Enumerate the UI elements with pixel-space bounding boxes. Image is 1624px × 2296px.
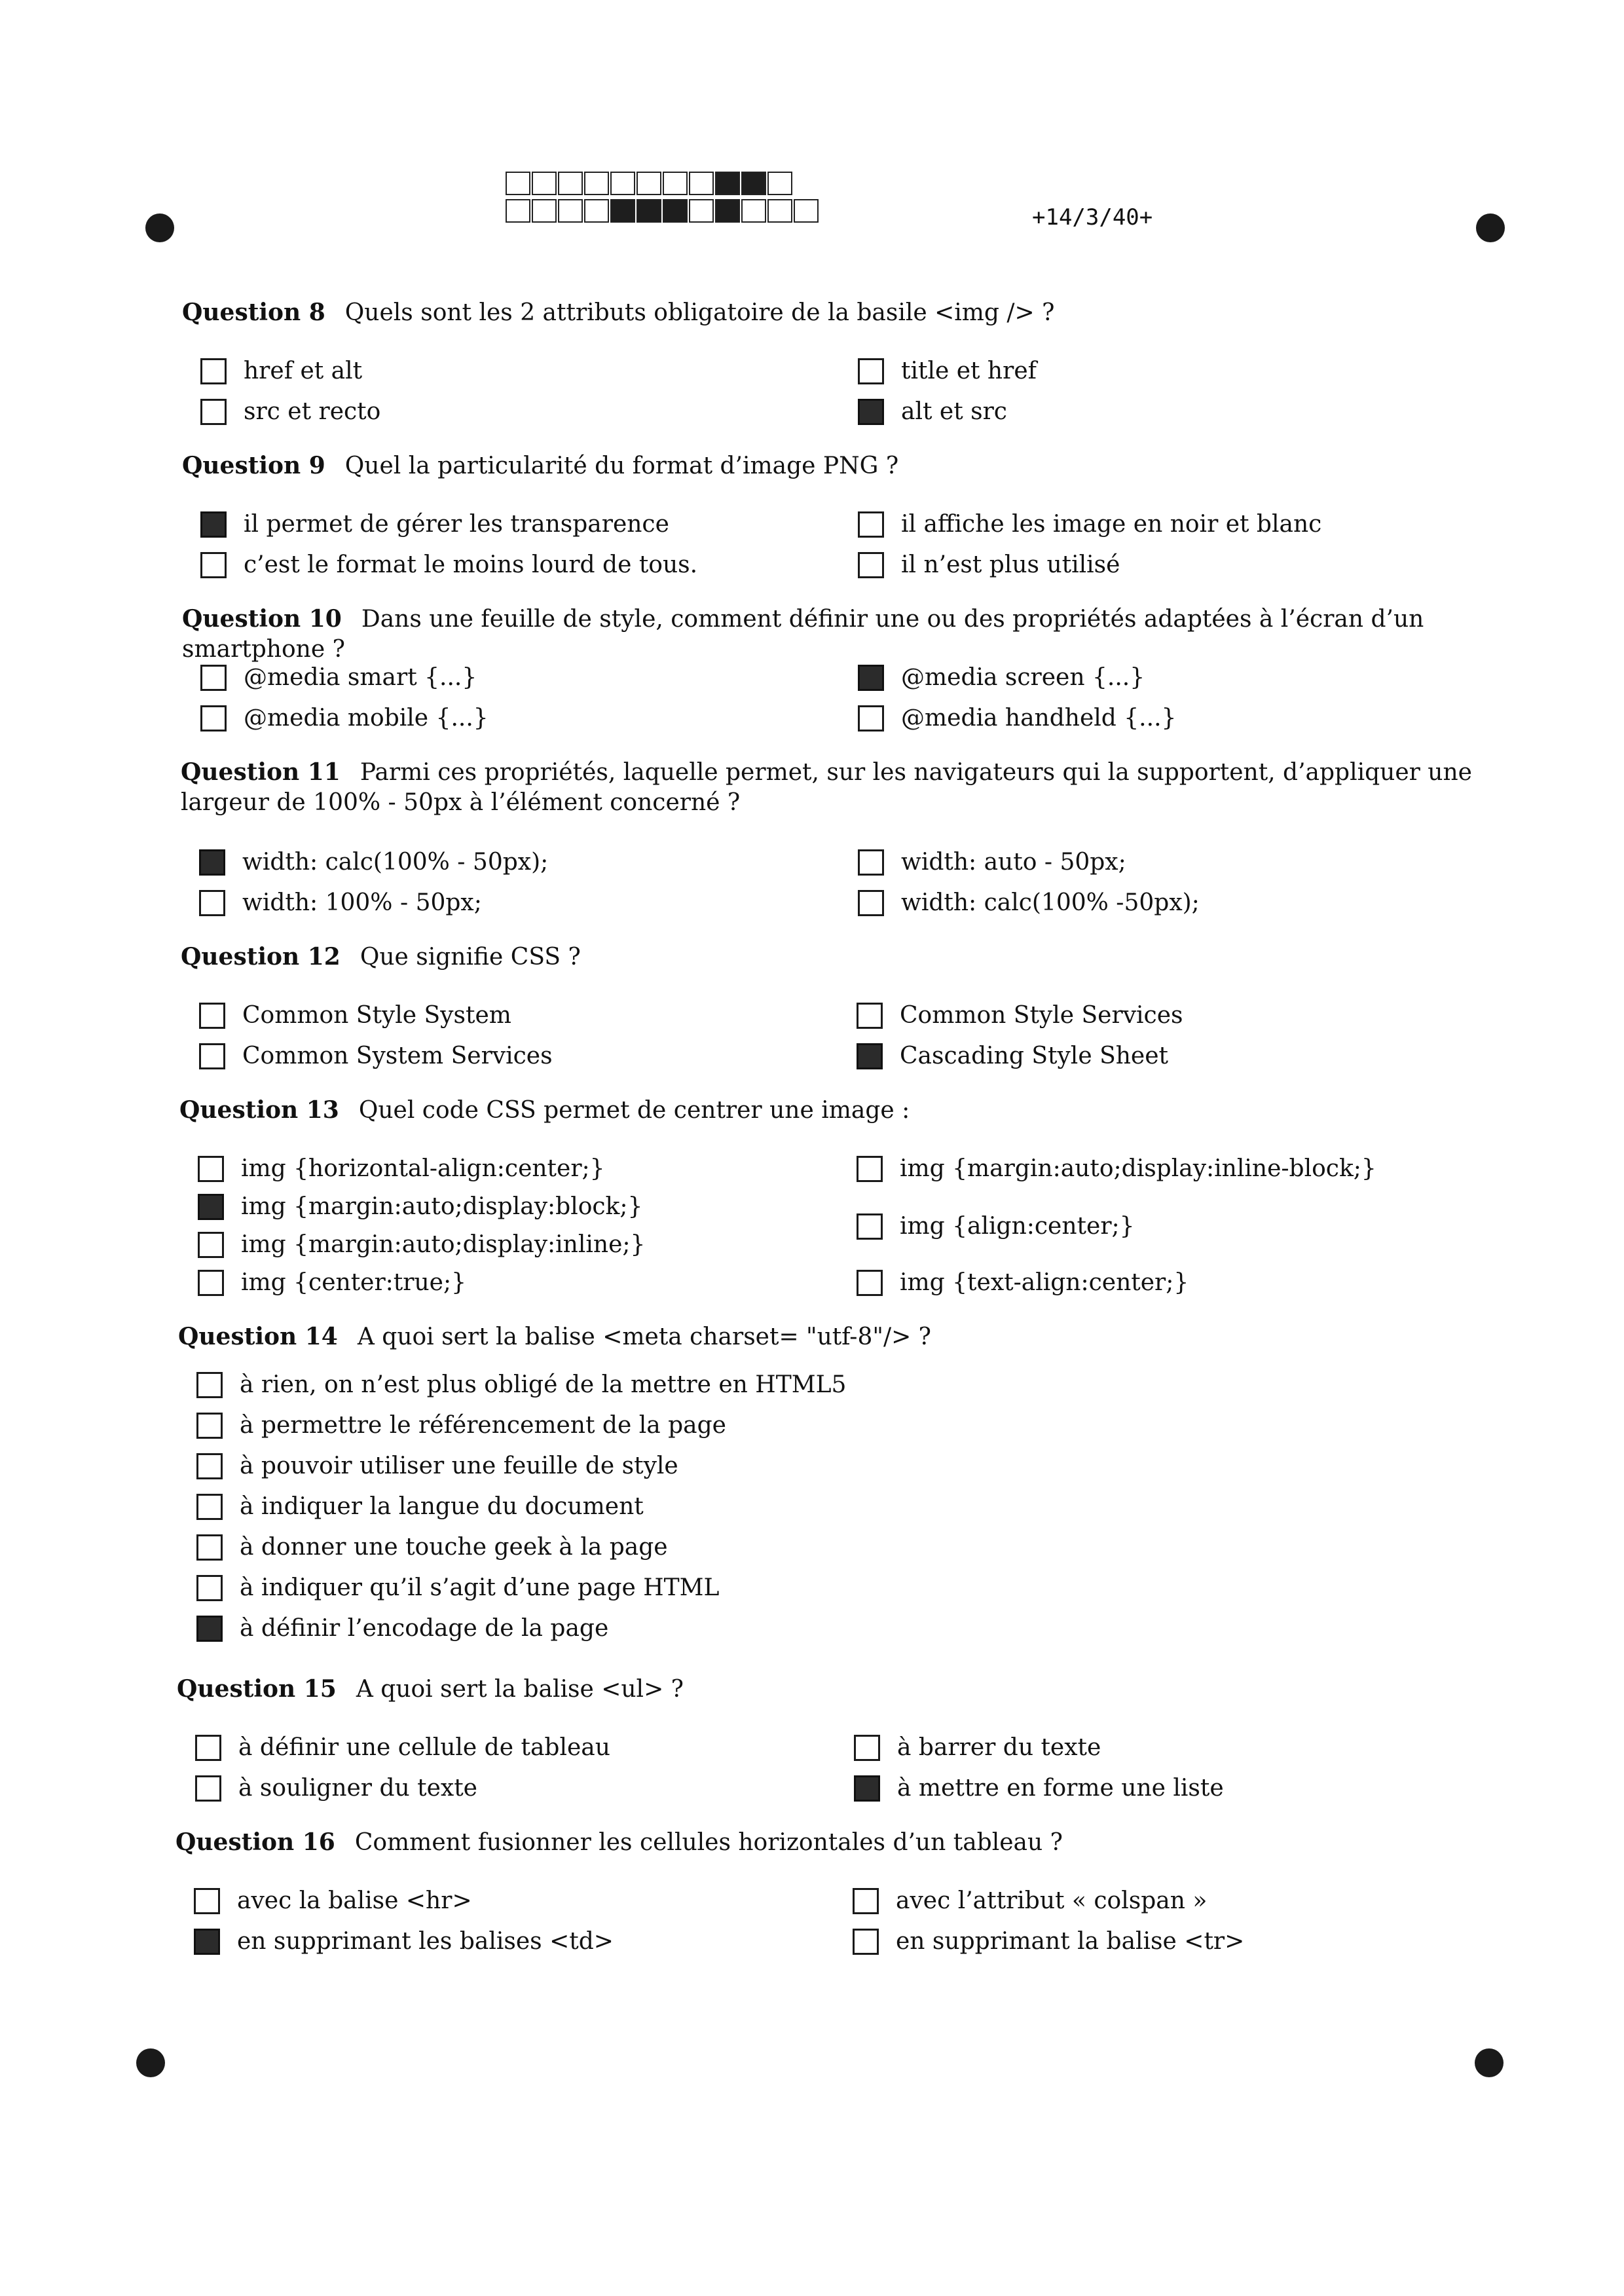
answer-label: img {margin:auto;display:inline-block;}: [900, 1155, 1376, 1182]
answer-option[interactable]: [196, 1615, 608, 1642]
answer-label: width: calc(100% -50px);: [901, 889, 1200, 916]
barcode-cell: [689, 172, 714, 195]
barcode-cell: [610, 172, 635, 195]
question-label: Question 10: [182, 605, 342, 633]
barcode-cell: [741, 199, 766, 223]
question-10: [182, 604, 1498, 665]
checkbox[interactable]: [199, 1003, 225, 1029]
answer-label: @media smart {...}: [244, 664, 477, 691]
checkbox[interactable]: [200, 399, 227, 425]
answer-option[interactable]: [854, 1734, 1101, 1761]
answer-label: width: 100% - 50px;: [242, 889, 482, 916]
answer-label: à donner une touche geek à la page: [240, 1534, 668, 1561]
answer-option[interactable]: [199, 1043, 553, 1069]
checkbox[interactable]: [858, 849, 884, 876]
question-text: Quel la particularité du format d’image PNG ?: [344, 453, 899, 479]
answer-label: en supprimant les balises <td>: [237, 1928, 614, 1955]
checkbox[interactable]: [196, 1413, 223, 1439]
answer-label: il n’est plus utilisé: [901, 551, 1120, 578]
checkbox[interactable]: [199, 1043, 225, 1069]
checkbox[interactable]: [858, 890, 884, 916]
checkbox[interactable]: [196, 1534, 223, 1561]
question-label: Question 14: [178, 1323, 338, 1350]
barcode-cell: [794, 199, 819, 223]
checkbox[interactable]: [858, 705, 884, 731]
answer-label: img {margin:auto;display:block;}: [241, 1193, 643, 1220]
barcode-cell: [584, 172, 609, 195]
answer-option[interactable]: [857, 1155, 1376, 1182]
answer-option[interactable]: [195, 1734, 610, 1761]
barcode-cell: [506, 172, 530, 195]
registration-mark-bottom-left: [136, 2048, 165, 2077]
checkbox[interactable]: [194, 1929, 220, 1955]
answer-label: width: auto - 50px;: [901, 849, 1126, 876]
answer-label: title et href: [901, 358, 1037, 384]
answer-label: Common Style System: [242, 1002, 511, 1029]
checkbox[interactable]: [858, 665, 884, 691]
answer-option[interactable]: [858, 398, 1007, 425]
answer-option[interactable]: [858, 511, 1321, 538]
answer-label: c’est le format le moins lourd de tous.: [244, 551, 698, 578]
checkbox[interactable]: [857, 1213, 883, 1240]
answer-label: Cascading Style Sheet: [900, 1043, 1168, 1069]
barcode-cell: [637, 172, 661, 195]
barcode-cell: [558, 199, 583, 223]
answer-label: @media mobile {...}: [244, 705, 489, 731]
barcode-cell: [532, 199, 557, 223]
answer-option[interactable]: [857, 1043, 1168, 1069]
answer-option[interactable]: [857, 1213, 1135, 1240]
checkbox[interactable]: [198, 1194, 224, 1220]
answer-label: à pouvoir utiliser une feuille de style: [240, 1453, 678, 1479]
question-label: Question 8: [182, 299, 325, 326]
checkbox[interactable]: [858, 358, 884, 384]
barcode-cell: [584, 199, 609, 223]
answer-option[interactable]: [200, 664, 477, 691]
question-15: [177, 1674, 1493, 1705]
answer-option[interactable]: [858, 664, 1145, 691]
barcode-cell: [689, 199, 714, 223]
answer-label: src et recto: [244, 398, 381, 425]
answer-option[interactable]: [196, 1534, 668, 1561]
answer-option[interactable]: [198, 1231, 645, 1258]
answer-option[interactable]: [858, 889, 1200, 916]
registration-mark-top-right: [1476, 213, 1505, 242]
checkbox[interactable]: [858, 552, 884, 578]
answer-option[interactable]: [196, 1371, 846, 1398]
answer-option[interactable]: [200, 398, 380, 425]
answer-option[interactable]: [194, 1928, 614, 1955]
answer-option[interactable]: [858, 358, 1037, 384]
answer-label: à permettre le référencement de la page: [240, 1412, 726, 1439]
answer-option[interactable]: [200, 511, 669, 538]
question-text: Quels sont les 2 attributs obligatoire de la basile <img /> ?: [344, 299, 1055, 326]
answer-label: à barrer du texte: [897, 1734, 1101, 1761]
barcode-row-2: [506, 199, 820, 221]
checkbox[interactable]: [195, 1735, 221, 1761]
checkbox[interactable]: [200, 511, 227, 538]
answer-option[interactable]: [198, 1193, 642, 1220]
answer-label: à rien, on n’est plus obligé de la mettre en HTML5: [240, 1371, 847, 1398]
checkbox[interactable]: [196, 1494, 223, 1520]
barcode-cell: [767, 172, 792, 195]
answer-label: img {margin:auto;display:inline;}: [241, 1231, 646, 1258]
page-code: +14/3/40+: [1032, 204, 1153, 231]
answer-option[interactable]: [199, 1002, 511, 1029]
checkbox[interactable]: [200, 358, 227, 384]
checkbox[interactable]: [196, 1575, 223, 1601]
checkbox[interactable]: [854, 1735, 880, 1761]
barcode-cell: [610, 199, 635, 223]
registration-mark-bottom-right: [1475, 2048, 1504, 2077]
question-text: Comment fusionner les cellules horizontales d’un tableau ?: [354, 1829, 1063, 1856]
answer-label: en supprimant la balise <tr>: [896, 1928, 1245, 1955]
answer-label: width: calc(100% - 50px);: [242, 849, 549, 876]
answer-label: à définir une cellule de tableau: [238, 1734, 610, 1761]
checkbox[interactable]: [196, 1372, 223, 1398]
question-text: Parmi ces propriétés, laquelle permet, sur les navigateurs qui la supportent, d’appliquer une largeur de 100% - 50px à l’élément concerné ?: [181, 759, 1472, 816]
question-text: Dans une feuille de style, comment définir une ou des propriétés adaptées à l’écran d’un smartphone ?: [182, 606, 1424, 663]
checkbox[interactable]: [858, 399, 884, 425]
barcode-cell: [663, 199, 688, 223]
answer-option[interactable]: [858, 551, 1120, 578]
question-text: A quoi sert la balise <meta charset= "utf-8"/> ?: [357, 1324, 931, 1350]
question-12: [181, 942, 1497, 972]
answer-label: img {center:true;}: [241, 1269, 467, 1296]
answer-label: il permet de gérer les transparence: [244, 511, 669, 538]
answer-label: à définir l’encodage de la page: [240, 1615, 609, 1642]
answer-label: à indiquer qu’il s’agit d’une page HTML: [240, 1574, 720, 1601]
answer-option[interactable]: [853, 1887, 1207, 1914]
answer-option[interactable]: [195, 1775, 477, 1802]
checkbox[interactable]: [200, 705, 227, 731]
checkbox[interactable]: [857, 1043, 883, 1069]
checkbox[interactable]: [196, 1453, 223, 1479]
checkbox[interactable]: [853, 1929, 879, 1955]
checkbox[interactable]: [857, 1270, 883, 1296]
checkbox[interactable]: [194, 1888, 220, 1914]
answer-option[interactable]: [854, 1775, 1224, 1802]
checkbox[interactable]: [198, 1156, 224, 1182]
question-label: Question 16: [175, 1828, 335, 1856]
answer-option[interactable]: [198, 1269, 466, 1296]
answer-option[interactable]: [200, 551, 697, 578]
answer-option[interactable]: [857, 1002, 1183, 1029]
answer-option[interactable]: [199, 889, 482, 916]
question-9: [182, 451, 1498, 481]
question-text: Que signifie CSS ?: [360, 944, 581, 971]
answer-label: img {text-align:center;}: [900, 1269, 1189, 1296]
barcode-cell: [532, 172, 557, 195]
answer-option[interactable]: [196, 1574, 719, 1601]
answer-label: alt et src: [901, 398, 1007, 425]
question-11: [181, 757, 1497, 818]
answer-option[interactable]: [194, 1887, 472, 1914]
question-16: [175, 1827, 1492, 1858]
checkbox[interactable]: [858, 511, 884, 538]
barcode-cell: [741, 172, 766, 195]
checkbox[interactable]: [198, 1270, 224, 1296]
checkbox[interactable]: [199, 849, 225, 876]
barcode-cell: [715, 199, 740, 223]
answer-label: Common System Services: [242, 1043, 553, 1069]
barcode-cell: [767, 199, 792, 223]
question-14: [178, 1322, 1494, 1352]
answer-label: @media screen {...}: [901, 664, 1145, 691]
answer-option[interactable]: [198, 1155, 605, 1182]
answer-label: Common Style Services: [900, 1002, 1183, 1029]
checkbox[interactable]: [854, 1775, 880, 1802]
barcode-cell: [506, 199, 530, 223]
barcode-cell: [558, 172, 583, 195]
registration-mark-top-left: [145, 213, 174, 242]
checkbox[interactable]: [853, 1888, 879, 1914]
answer-label: à indiquer la langue du document: [240, 1493, 644, 1520]
answer-label: @media handheld {...}: [901, 705, 1177, 731]
checkbox[interactable]: [200, 552, 227, 578]
question-label: Question 15: [177, 1675, 337, 1703]
question-13: [179, 1095, 1496, 1126]
barcode-cell: [663, 172, 688, 195]
answer-label: avec l’attribut « colspan »: [896, 1887, 1208, 1914]
answer-option[interactable]: [199, 849, 548, 876]
checkbox[interactable]: [200, 665, 227, 691]
answer-label: à souligner du texte: [238, 1775, 477, 1802]
answer-label: avec la balise <hr>: [237, 1887, 472, 1914]
answer-label: img {horizontal-align:center;}: [241, 1155, 605, 1182]
answer-label: il affiche les image en noir et blanc: [901, 511, 1322, 538]
answer-option[interactable]: [857, 1269, 1189, 1296]
answer-option[interactable]: [196, 1453, 678, 1479]
answer-option[interactable]: [196, 1493, 644, 1520]
answer-option[interactable]: [200, 358, 362, 384]
barcode-cell: [637, 199, 661, 223]
question-text: Quel code CSS permet de centrer une image :: [358, 1097, 910, 1124]
question-8: [182, 297, 1498, 328]
question-text: A quoi sert la balise <ul> ?: [356, 1676, 684, 1703]
answer-option[interactable]: [858, 849, 1126, 876]
checkbox[interactable]: [857, 1156, 883, 1182]
checkbox[interactable]: [199, 890, 225, 916]
question-label: Question 11: [181, 758, 341, 786]
checkbox[interactable]: [196, 1616, 223, 1642]
answer-option[interactable]: [200, 705, 489, 731]
question-label: Question 13: [179, 1096, 339, 1124]
checkbox[interactable]: [857, 1003, 883, 1029]
answer-label: href et alt: [244, 358, 363, 384]
answer-option[interactable]: [858, 705, 1176, 731]
barcode-row-1: [506, 172, 794, 194]
answer-label: img {align:center;}: [900, 1213, 1135, 1240]
checkbox[interactable]: [198, 1232, 224, 1258]
checkbox[interactable]: [195, 1775, 221, 1802]
answer-label: à mettre en forme une liste: [897, 1775, 1224, 1802]
question-label: Question 12: [181, 943, 341, 971]
answer-option[interactable]: [196, 1412, 726, 1439]
question-label: Question 9: [182, 452, 325, 479]
barcode-cell: [715, 172, 740, 195]
answer-option[interactable]: [853, 1928, 1244, 1955]
